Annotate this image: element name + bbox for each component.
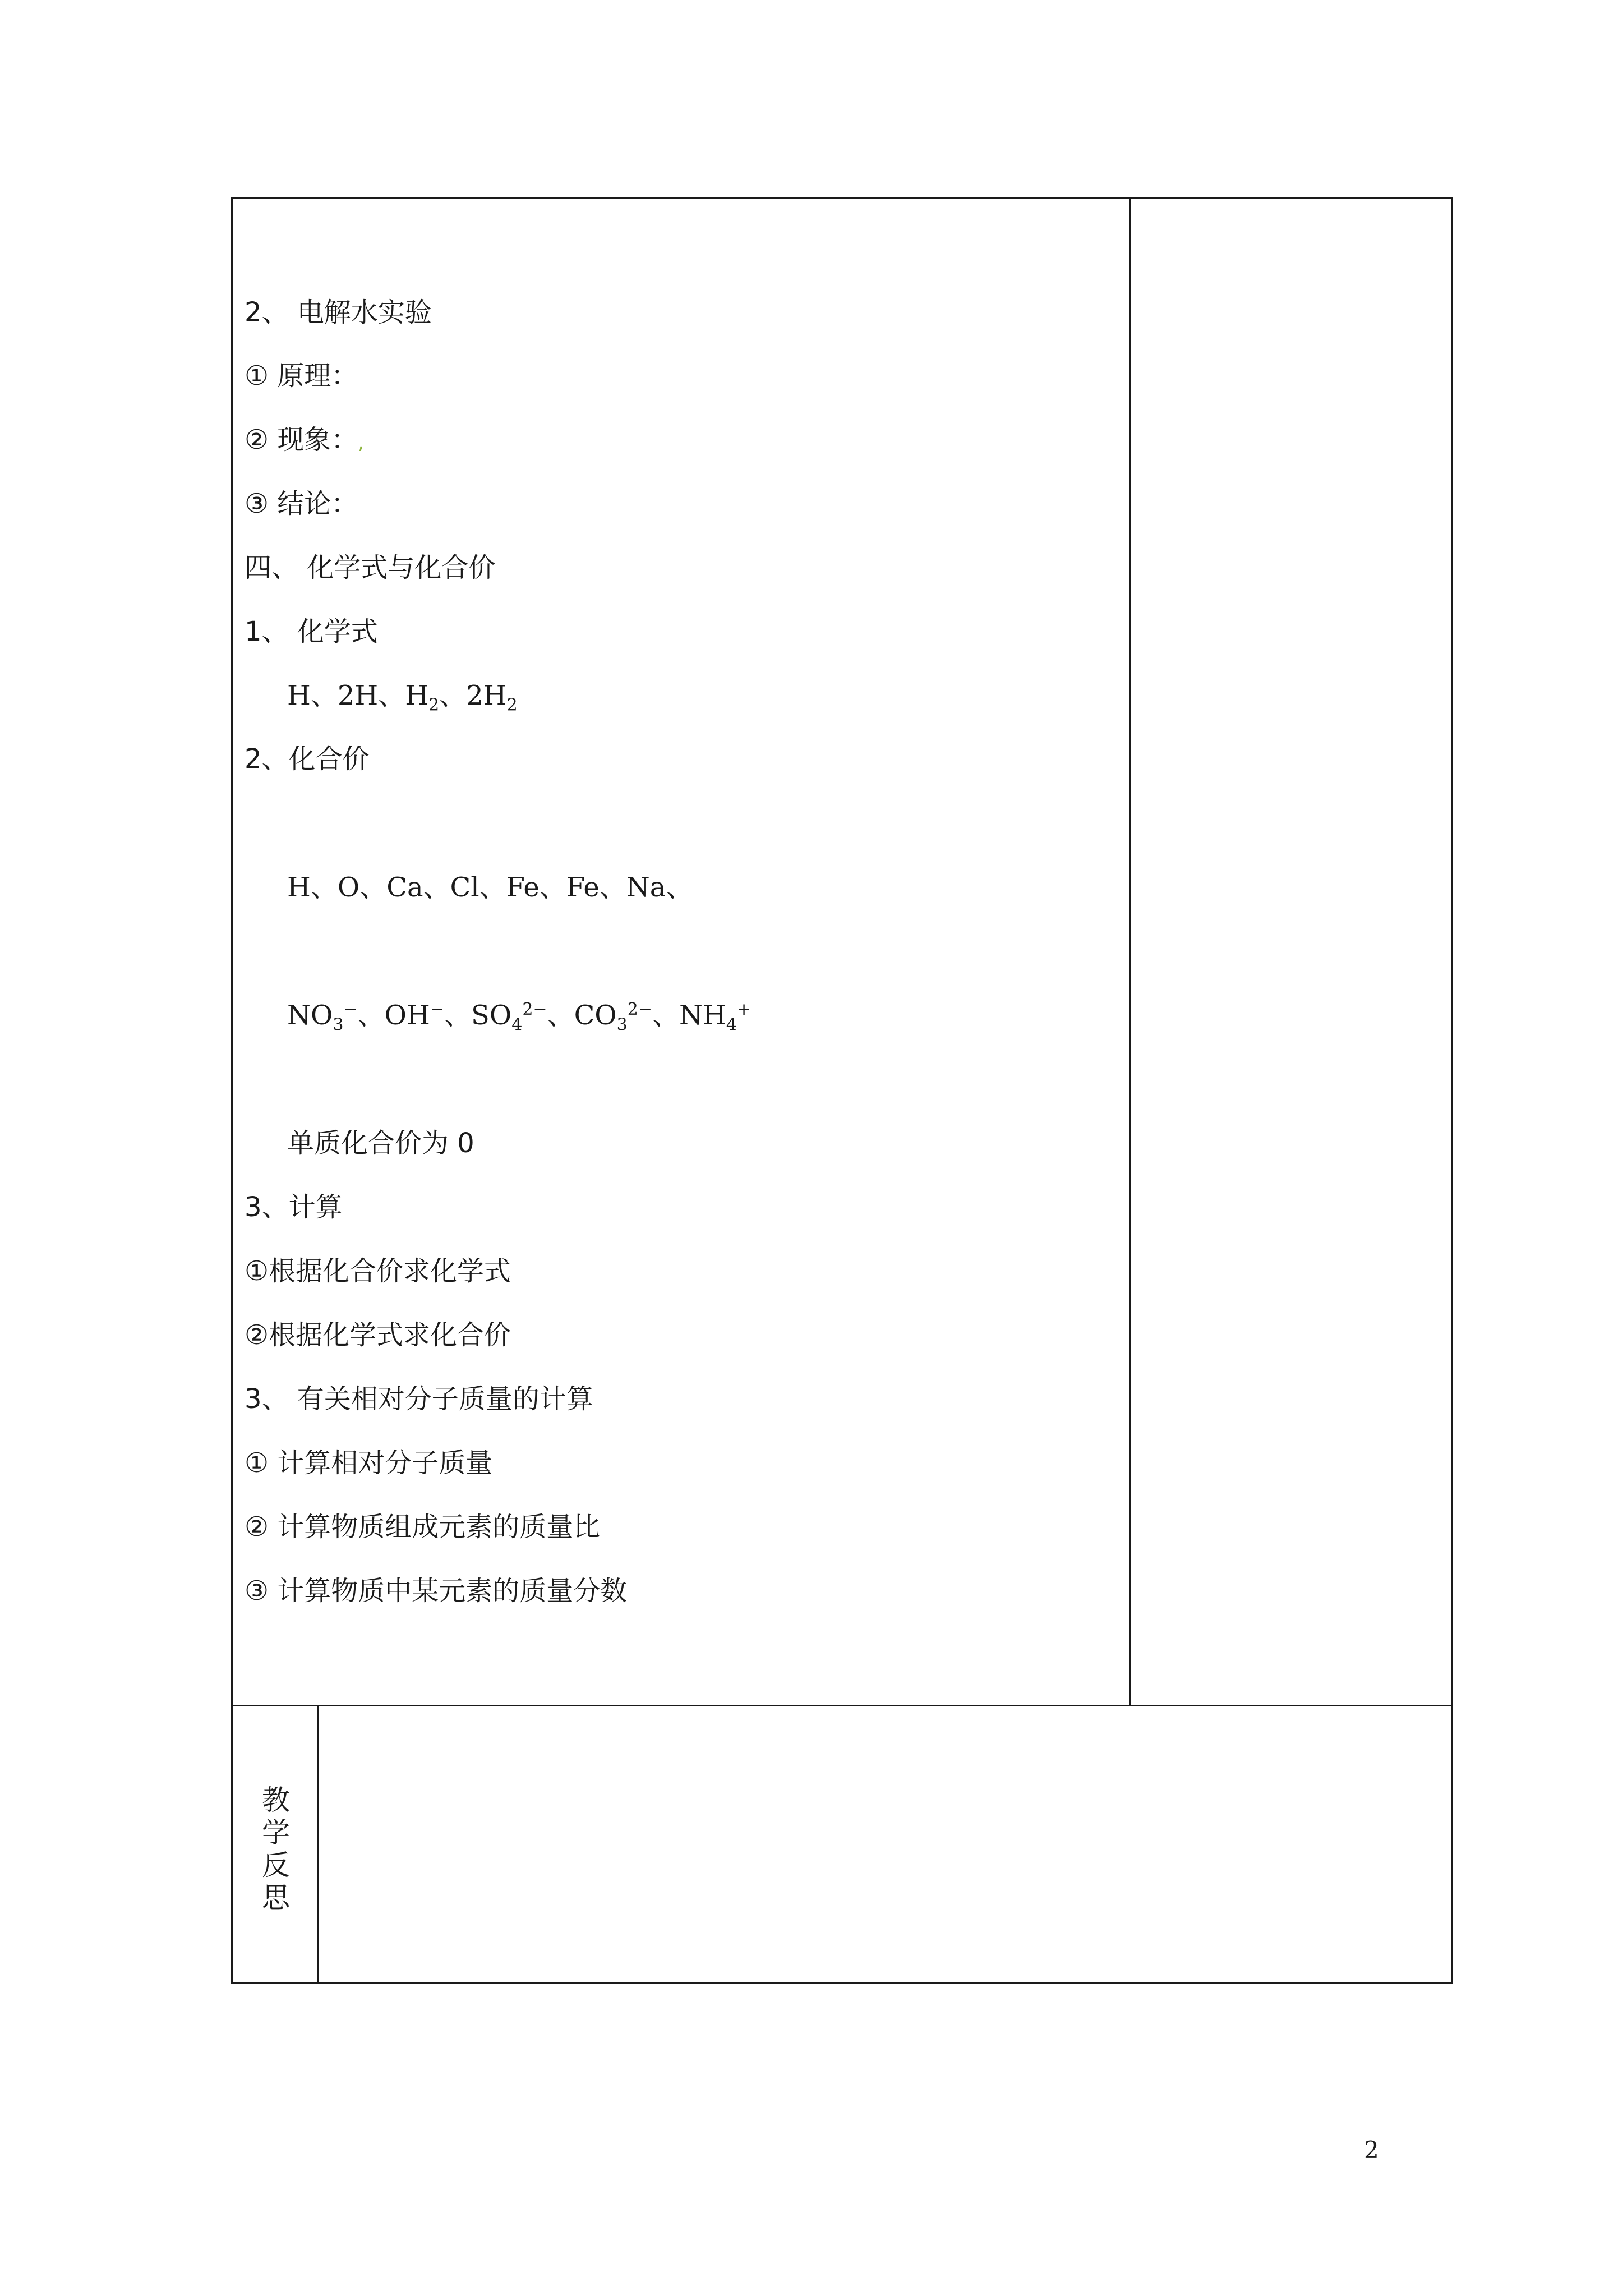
item-phenomenon-text: ② 现象： bbox=[245, 424, 358, 455]
label-char: 反 bbox=[262, 1849, 290, 1881]
item-phenomenon bbox=[245, 423, 364, 459]
table-frame bbox=[231, 197, 1453, 1984]
subscript: 3 bbox=[333, 1015, 344, 1035]
separator: 、 bbox=[444, 1000, 471, 1031]
subsection-chemical-formula: 1、 化学式 bbox=[245, 616, 378, 647]
annotation-mark: , bbox=[358, 431, 365, 454]
section-electrolysis: 2、 电解水实验 bbox=[245, 297, 432, 328]
subsection-calculation: 3、计算 bbox=[245, 1191, 343, 1223]
formula-2h2: 2H bbox=[466, 680, 507, 711]
item-relative-molecular-mass: ① 计算相对分子质量 bbox=[245, 1447, 493, 1479]
separator: 、 bbox=[357, 1000, 385, 1031]
formula-examples bbox=[287, 679, 518, 715]
page-number: 2 bbox=[1364, 2136, 1379, 2164]
item-valence-from-formula: ②根据化学式求化合价 bbox=[245, 1319, 511, 1351]
row-divider bbox=[231, 1705, 1453, 1706]
separator: 、 bbox=[652, 1000, 679, 1031]
note-elemental-valence: 单质化合价为 0 bbox=[287, 1128, 474, 1159]
subscript: 2 bbox=[506, 695, 518, 715]
item-principle: ① 原理： bbox=[245, 360, 358, 392]
item-mass-fraction: ③ 计算物质中某元素的质量分数 bbox=[245, 1575, 628, 1607]
label-char: 教 bbox=[262, 1784, 290, 1816]
separator: 、 bbox=[378, 680, 405, 711]
label-column-divider bbox=[317, 1705, 319, 1984]
formula-h: H bbox=[287, 680, 311, 711]
label-char: 思 bbox=[262, 1881, 290, 1914]
subscript: 3 bbox=[616, 1015, 628, 1035]
superscript: + bbox=[736, 1000, 751, 1019]
label-char: 学 bbox=[262, 1816, 290, 1849]
subscript: 4 bbox=[726, 1015, 737, 1035]
section-formula-valence: 四、 化学式与化合价 bbox=[245, 552, 496, 583]
formula-h2: H bbox=[405, 680, 429, 711]
subscript: 4 bbox=[511, 1015, 523, 1035]
ion-list bbox=[287, 999, 751, 1035]
superscript: − bbox=[430, 1000, 444, 1019]
column-divider bbox=[1129, 197, 1131, 1706]
ion-so4: SO bbox=[471, 1000, 512, 1031]
superscript: − bbox=[343, 1000, 358, 1019]
formula-2h: 2H bbox=[337, 680, 379, 711]
separator: 、 bbox=[439, 680, 467, 711]
item-formula-from-valence: ①根据化合价求化学式 bbox=[245, 1255, 511, 1287]
separator: 、 bbox=[547, 1000, 574, 1031]
ion-no3: NO bbox=[287, 1000, 333, 1031]
subsection-valence: 2、化合价 bbox=[245, 743, 370, 775]
ion-co3: CO bbox=[574, 1000, 617, 1031]
teaching-reflection-label bbox=[259, 1784, 293, 1914]
element-list: H、O、Ca、Cl、Fe、Fe、Na、 bbox=[287, 872, 693, 903]
subscript: 2 bbox=[428, 695, 440, 715]
separator: 、 bbox=[310, 680, 338, 711]
subsection-molecular-mass: 3、 有关相对分子质量的计算 bbox=[245, 1383, 593, 1415]
superscript: 2− bbox=[627, 1000, 652, 1019]
ion-nh4: NH bbox=[679, 1000, 726, 1031]
ion-oh: OH bbox=[384, 1000, 430, 1031]
item-conclusion: ③ 结论： bbox=[245, 488, 358, 519]
superscript: 2− bbox=[522, 1000, 547, 1019]
item-mass-ratio: ② 计算物质组成元素的质量比 bbox=[245, 1511, 601, 1543]
